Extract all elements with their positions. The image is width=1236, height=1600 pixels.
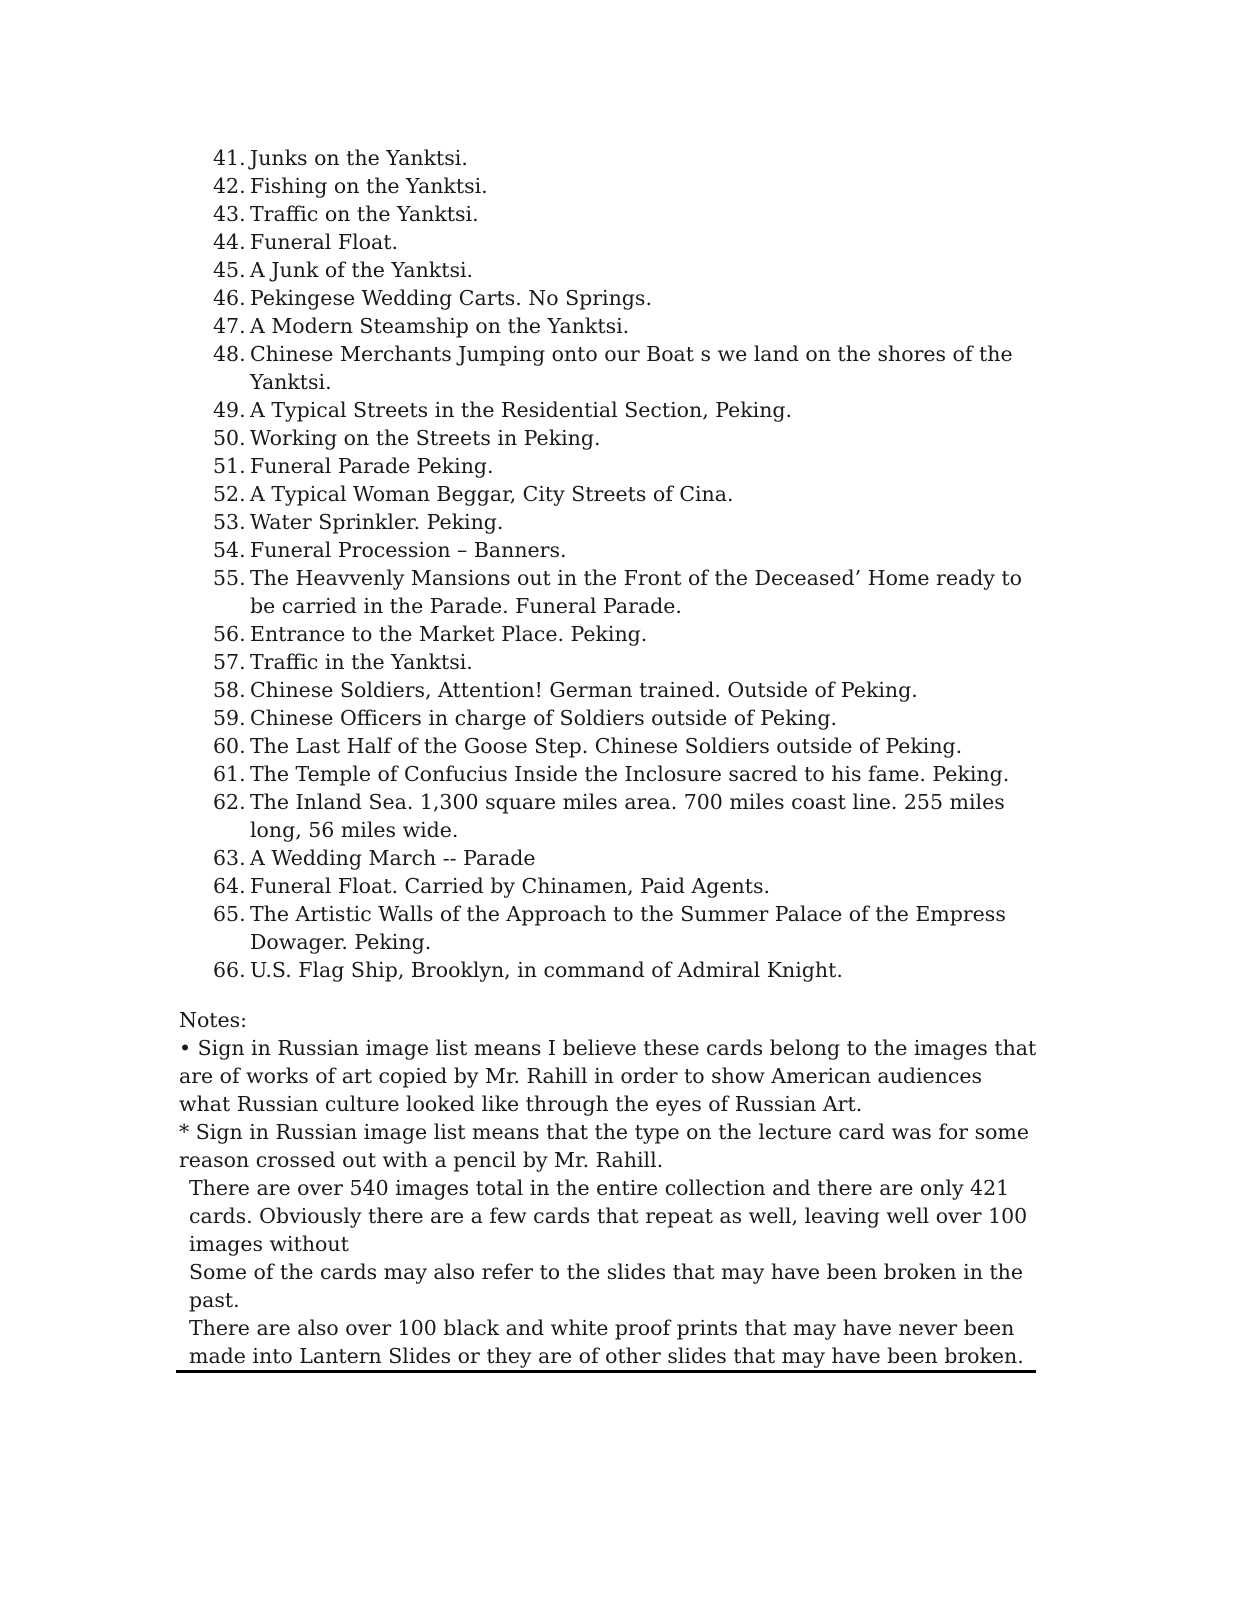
item-text: Funeral Float. [250, 230, 398, 254]
item-number: 61. [213, 762, 246, 786]
item-number: 47. [213, 314, 246, 338]
item-number: 64. [213, 874, 246, 898]
item-text: Pekingese Wedding Carts. No Springs. [250, 286, 652, 310]
item-number: 50. [213, 426, 246, 450]
list-item [213, 284, 1053, 312]
item-text: Chinese Soldiers, Attention! German trained. Outside of Peking. [250, 678, 918, 702]
list-item [213, 396, 1053, 424]
list-item [213, 144, 1053, 172]
item-text: The Temple of Confucius Inside the Inclosure sacred to his fame. Peking. [250, 762, 1010, 786]
list-item [213, 228, 1053, 256]
list-item [213, 536, 1053, 564]
item-number: 58. [213, 678, 246, 702]
item-text: Chinese Officers in charge of Soldiers outside of Peking. [250, 706, 838, 730]
item-text: Water Sprinkler. Peking. [250, 510, 504, 534]
item-number: 62. [213, 790, 246, 814]
list-item [213, 564, 1053, 620]
item-text: A Modern Steamship on the Yanktsi. [250, 314, 630, 338]
list-item [213, 788, 1053, 844]
item-text: The Inland Sea. 1,300 square miles area. 700 miles coast line. 255 miles long, 56 miles wide. [250, 790, 1005, 842]
list-item [213, 732, 1053, 760]
item-number: 52. [213, 482, 246, 506]
list-item [213, 172, 1053, 200]
bottom-rule [176, 1370, 1036, 1373]
list-item [213, 900, 1053, 956]
list-item [213, 452, 1053, 480]
list-item [213, 872, 1053, 900]
item-number: 46. [213, 286, 246, 310]
list-item [213, 844, 1053, 872]
notes-heading: Notes: [179, 1008, 248, 1032]
notes-section [179, 1006, 1039, 1370]
item-text: Junks on the Yanktsi. [250, 146, 468, 170]
item-number: 55. [213, 566, 246, 590]
item-number: 44. [213, 230, 246, 254]
item-text: Working on the Streets in Peking. [250, 426, 601, 450]
item-number: 63. [213, 846, 246, 870]
item-number: 42. [213, 174, 246, 198]
item-text: Chinese Merchants Jumping onto our Boat s we land on the shores of the Yanktsi. [250, 342, 1013, 394]
list-item [213, 704, 1053, 732]
item-text: Funeral Procession – Banners. [250, 538, 567, 562]
list-item [213, 256, 1053, 284]
item-number: 59. [213, 706, 246, 730]
list-item [213, 480, 1053, 508]
item-number: 54. [213, 538, 246, 562]
list-item [213, 760, 1053, 788]
item-number: 48. [213, 342, 246, 366]
item-text: U.S. Flag Ship, Brooklyn, in command of Admiral Knight. [250, 958, 843, 982]
list-item [213, 312, 1053, 340]
list-item [213, 676, 1053, 704]
item-number: 45. [213, 258, 246, 282]
list-item [213, 620, 1053, 648]
image-list [213, 144, 1053, 984]
list-item [213, 340, 1053, 396]
list-item [213, 424, 1053, 452]
item-text: The Artistic Walls of the Approach to the Summer Palace of the Empress Dowager. Peking. [250, 902, 1006, 954]
item-text: The Heavvenly Mansions out in the Front of the Deceased’ Home ready to be carried in the Parade. Funeral Parade. [250, 566, 1022, 618]
item-text: A Typical Woman Beggar, City Streets of Cina. [250, 482, 734, 506]
item-text: Fishing on the Yanktsi. [250, 174, 488, 198]
item-number: 49. [213, 398, 246, 422]
item-number: 57. [213, 650, 246, 674]
item-text: A Typical Streets in the Residential Section, Peking. [250, 398, 793, 422]
list-item [213, 200, 1053, 228]
item-text: Traffic on the Yanktsi. [250, 202, 479, 226]
item-number: 43. [213, 202, 246, 226]
notes-paragraph: * Sign in Russian image list means that the type on the lecture card was for some reason crossed out with a pencil by Mr. Rahill. [179, 1120, 1029, 1172]
item-text: Funeral Parade Peking. [250, 454, 494, 478]
item-number: 65. [213, 902, 246, 926]
item-number: 51. [213, 454, 246, 478]
notes-paragraph: Some of the cards may also refer to the slides that may have been broken in the past. [189, 1260, 1023, 1312]
item-number: 60. [213, 734, 246, 758]
notes-paragraph: • Sign in Russian image list means I believe these cards belong to the images that are of works of art copied by Mr. Rahill in order to show American audiences what Russian culture looked like through the eyes of Russian Art. [179, 1036, 1037, 1116]
item-text: Funeral Float. Carried by Chinamen, Paid Agents. [250, 874, 771, 898]
item-text: Entrance to the Market Place. Peking. [250, 622, 648, 646]
item-text: Traffic in the Yanktsi. [250, 650, 473, 674]
item-number: 41. [213, 146, 246, 170]
item-number: 66. [213, 958, 246, 982]
list-item [213, 648, 1053, 676]
notes-paragraph: There are also over 100 black and white proof prints that may have never been made into Lantern Slides or they are of other slides that may have been broken. [189, 1316, 1024, 1368]
item-number: 53. [213, 510, 246, 534]
list-item [213, 956, 1053, 984]
item-number: 56. [213, 622, 246, 646]
item-text: A Junk of the Yanktsi. [250, 258, 474, 282]
item-text: The Last Half of the Goose Step. Chinese Soldiers outside of Peking. [250, 734, 963, 758]
item-text: A Wedding March -- Parade [250, 846, 536, 870]
list-item [213, 508, 1053, 536]
notes-paragraph: There are over 540 images total in the entire collection and there are only 421 cards. Obviously there are a few cards that repeat as well, leaving well over 100 images without [189, 1176, 1028, 1256]
